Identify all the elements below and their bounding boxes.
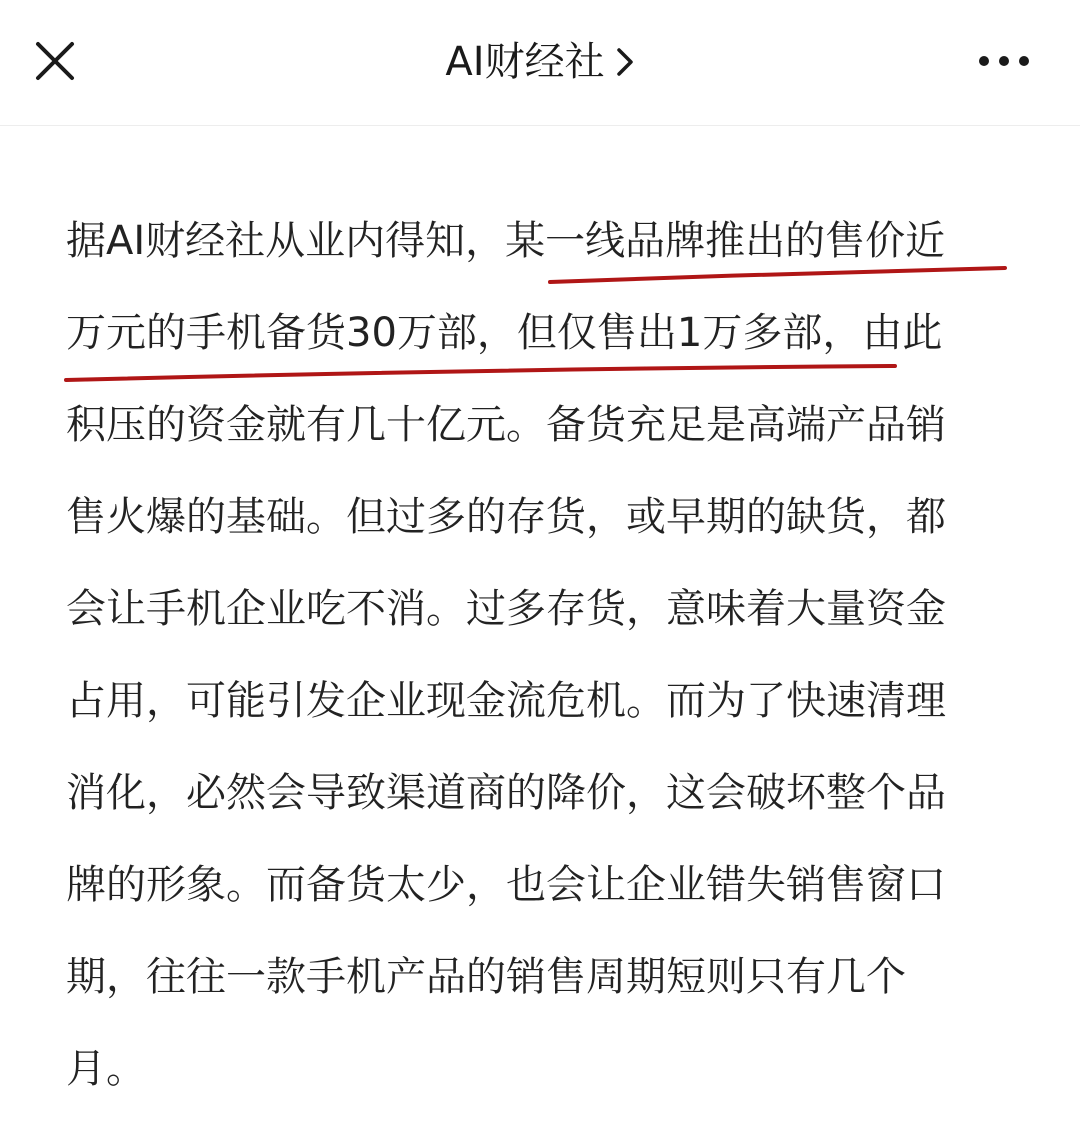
- paragraph-line-3: 积压的资金就有几十亿元。备货充足是高端产品销: [66, 402, 946, 448]
- paragraph-line-6: 占用，可能引发企业现金流危机。而为了快速清理: [66, 678, 946, 724]
- paragraph-line-8: 牌的形象。而备货太少，也会让企业错失销售窗口: [66, 862, 946, 908]
- close-button[interactable]: [30, 38, 80, 88]
- paragraph-line-10: 月。: [66, 1046, 146, 1092]
- account-name: AI财经社: [445, 39, 605, 85]
- paragraph-line-5: 会让手机企业吃不消。过多存货，意味着大量资金: [66, 586, 946, 632]
- paragraph-line-7: 消化，必然会导致渠道商的降价，这会破坏整个品: [66, 770, 946, 816]
- more-options-button[interactable]: [972, 38, 1036, 84]
- account-title-link[interactable]: [340, 28, 740, 96]
- more-dots-icon: [972, 38, 1036, 84]
- chevron-right-icon: [615, 46, 635, 78]
- paragraph-line-1: 据AI财经社从业内得知，某一线品牌推出的售价近: [66, 218, 946, 264]
- paragraph-line-9: 期，往往一款手机产品的销售周期短则只有几个: [66, 954, 906, 1000]
- paragraph-line-4: 售火爆的基础。但过多的存货，或早期的缺货，都: [66, 494, 946, 540]
- top-navigation-bar: [0, 0, 1080, 126]
- close-icon: [30, 38, 80, 88]
- paragraph-line-2: 万元的手机备货30万部，但仅售出1万多部，由此: [66, 310, 943, 356]
- article-body: [0, 126, 1080, 1141]
